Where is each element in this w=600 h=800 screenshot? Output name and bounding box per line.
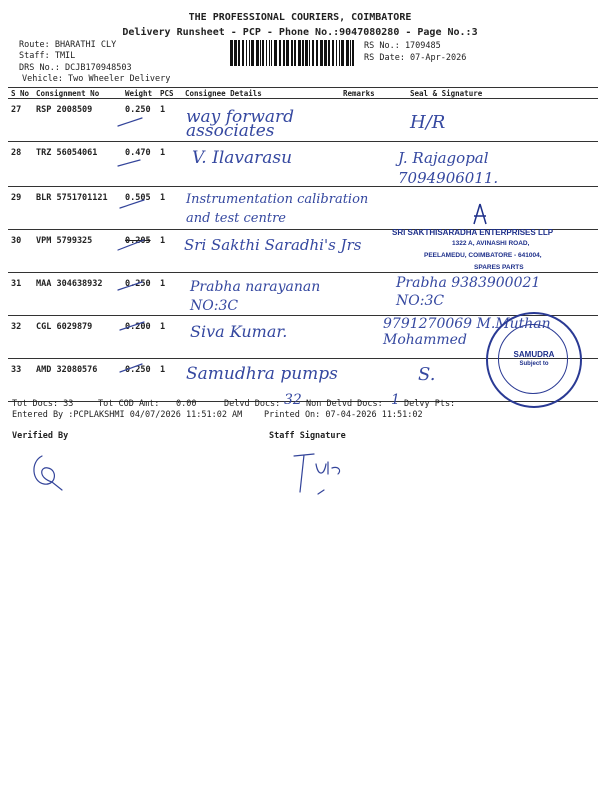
handwritten-consignee: Instrumentation calibration and test centre: [186, 192, 369, 226]
cell-pcs: 1: [157, 142, 182, 187]
barcode-bar: [262, 40, 264, 66]
handwritten-signature: Prabha 9383900021 NO:3C: [396, 275, 541, 309]
handwritten-signature: J. Rajagopal 7094906011.: [398, 149, 499, 187]
col-consignment: Consignment No: [33, 88, 122, 99]
barcode-bar: [251, 40, 254, 66]
round-stamp: [486, 312, 582, 408]
barcode-bar: [350, 40, 351, 66]
cell-consignment: TRZ 56054061: [33, 142, 122, 187]
tick-mark: [120, 364, 142, 372]
barcode-bar: [320, 40, 323, 66]
barcode-bar: [309, 40, 310, 66]
barcode-bar: [312, 40, 314, 66]
barcode-bar: [286, 40, 289, 66]
handwritten-consignee: Prabha narayanan NO:3C: [190, 279, 321, 314]
cell-sno: 29: [8, 187, 33, 230]
handwritten-signature: S.: [418, 364, 436, 385]
barcode-bar: [249, 40, 250, 66]
delivered-docs-count: 32: [284, 392, 302, 408]
cell-consignment: MAA 304638932: [33, 273, 122, 316]
col-seal: Seal & Signature: [393, 88, 598, 99]
barcode-bar: [352, 40, 354, 66]
barcode-bar: [256, 40, 259, 66]
handwritten-consignee: Sri Sakthi Saradhi's Jrs: [184, 236, 362, 254]
barcode-bar: [246, 40, 247, 66]
rs-date: RS Date: 07-Apr-2026: [364, 53, 467, 63]
col-sno: S No: [8, 88, 33, 99]
cell-consignment: RSP 2008509: [33, 99, 122, 142]
verifier-signature: [28, 452, 68, 494]
barcode-bar: [242, 40, 244, 66]
entered-by: Entered By :PCPLAKSHMI 04/07/2026 11:51:02 AM: [12, 410, 243, 420]
cell-sno: 30: [8, 230, 33, 273]
vehicle: Vehicle: Two Wheeler Delivery: [22, 74, 171, 84]
stamp-address-line: PEELAMEDU, COIMBATORE - 641004,: [424, 252, 542, 259]
cell-sno: 32: [8, 316, 33, 359]
cell-consignment: CGL 6029879: [33, 316, 122, 359]
cod-label: Tot COD Amt:: [98, 399, 160, 409]
cell-sno: 27: [8, 99, 33, 142]
staff-signature: [288, 446, 352, 502]
cell-sno: 28: [8, 142, 33, 187]
barcode-bar: [294, 40, 296, 66]
barcode-bar: [332, 40, 334, 66]
cell-pcs: 1: [157, 187, 182, 230]
col-remarks: Remarks: [340, 88, 393, 99]
barcode-bar: [328, 40, 330, 66]
stamp-center-text: Subject to: [519, 361, 549, 367]
barcode-bar: [234, 40, 237, 66]
cell-weight: 0.470: [122, 142, 157, 187]
drs-number: DRS No.: DCJB170948503: [19, 63, 132, 73]
tick-mark: [118, 118, 142, 126]
table-header-row: [8, 88, 598, 99]
stamp-address-line: 1322 A, AVINASHI ROAD,: [452, 240, 530, 247]
tick-mark: [118, 282, 142, 290]
barcode: [230, 40, 358, 66]
tick-mark: [118, 240, 144, 250]
handwritten-consignee: Samudhra pumps: [186, 364, 338, 384]
cell-weight: 0.250: [122, 359, 157, 402]
non-delivered-label: Non Delvd Docs:: [306, 399, 383, 409]
stamp-logo-icon: [470, 202, 490, 228]
handwritten-signature: H/R: [410, 112, 446, 133]
tick-mark: [120, 200, 144, 208]
total-docs: Tot Docs: 33: [12, 399, 74, 409]
tick-mark: [118, 160, 140, 166]
barcode-bar: [316, 40, 318, 66]
cell-pcs: 1: [157, 230, 182, 273]
barcode-bar: [274, 40, 277, 66]
cell-weight: 0.205: [122, 230, 157, 273]
handwritten-consignee: V. Ilavarasu: [192, 148, 293, 168]
barcode-bar: [266, 40, 267, 66]
sheet-title: Delivery Runsheet - PCP - Phone No.:9047080280 - Page No.:3: [122, 27, 478, 38]
delivered-docs-label: Delvd Docs:: [224, 399, 281, 409]
handwritten-consignee: Siva Kumar.: [190, 322, 288, 341]
route: Route: BHARATHI CLY: [19, 40, 117, 50]
barcode-bar: [339, 40, 340, 66]
barcode-bar: [238, 40, 240, 66]
barcode-bar: [324, 40, 327, 66]
col-pcs: PCS: [157, 88, 182, 99]
barcode-bar: [302, 40, 304, 66]
cell-weight: 0.200: [122, 316, 157, 359]
cell-weight: 0.250: [122, 99, 157, 142]
barcode-bar: [260, 40, 261, 66]
barcode-bar: [291, 40, 293, 66]
cell-pcs: 1: [157, 359, 182, 402]
cell-pcs: 1: [157, 316, 182, 359]
cell-weight: 0.505: [122, 187, 157, 230]
stamp-company-name: SRI SAKTHISARADHA ENTERPRISES LLP: [392, 228, 554, 237]
cell-consignment: BLR 5751701121: [33, 187, 122, 230]
cod-value: 0.00: [176, 399, 197, 409]
rs-number: RS No.: 1709485: [364, 41, 441, 51]
col-weight: Weight: [122, 88, 157, 99]
handwritten-consignee: way forward associates: [186, 107, 295, 141]
barcode-bar: [336, 40, 337, 66]
barcode-bar: [305, 40, 308, 66]
cell-sno: 33: [8, 359, 33, 402]
handwritten-signature: 9791270069 M.Muthan Mohammed: [383, 316, 551, 348]
cell-pcs: 1: [157, 273, 182, 316]
tick-marks: [100, 100, 160, 400]
barcode-bar: [346, 40, 349, 66]
barcode-bar: [279, 40, 281, 66]
col-consignee: Consignee Details: [182, 88, 340, 99]
staff-signature-label: Staff Signature: [269, 431, 346, 441]
barcode-bar: [271, 40, 272, 66]
non-delivered-count: 1: [391, 392, 400, 408]
cell-pcs: 1: [157, 99, 182, 142]
stamp-address-line: SPARES PARTS: [474, 264, 524, 271]
company-name: THE PROFESSIONAL COURIERS, COIMBATORE: [188, 12, 412, 23]
printed-on: Printed On: 07-04-2026 11:51:02: [264, 410, 423, 420]
barcode-bar: [283, 40, 285, 66]
delivery-points: Delvy Pts:: [404, 399, 456, 409]
cell-weight: 0.250: [122, 273, 157, 316]
barcode-bar: [269, 40, 270, 66]
cell-sno: 31: [8, 273, 33, 316]
stamp-center-text: SAMUDRA: [513, 350, 555, 359]
barcode-bar: [341, 40, 344, 66]
barcode-bar: [230, 40, 233, 66]
staff: Staff: TMIL: [19, 51, 76, 61]
verified-by-label: Verified By: [12, 431, 69, 441]
tick-mark: [120, 322, 144, 330]
barcode-bar: [298, 40, 301, 66]
cell-consignment: VPM 5799325: [33, 230, 122, 273]
cell-consignment: AMD 32080576: [33, 359, 122, 402]
